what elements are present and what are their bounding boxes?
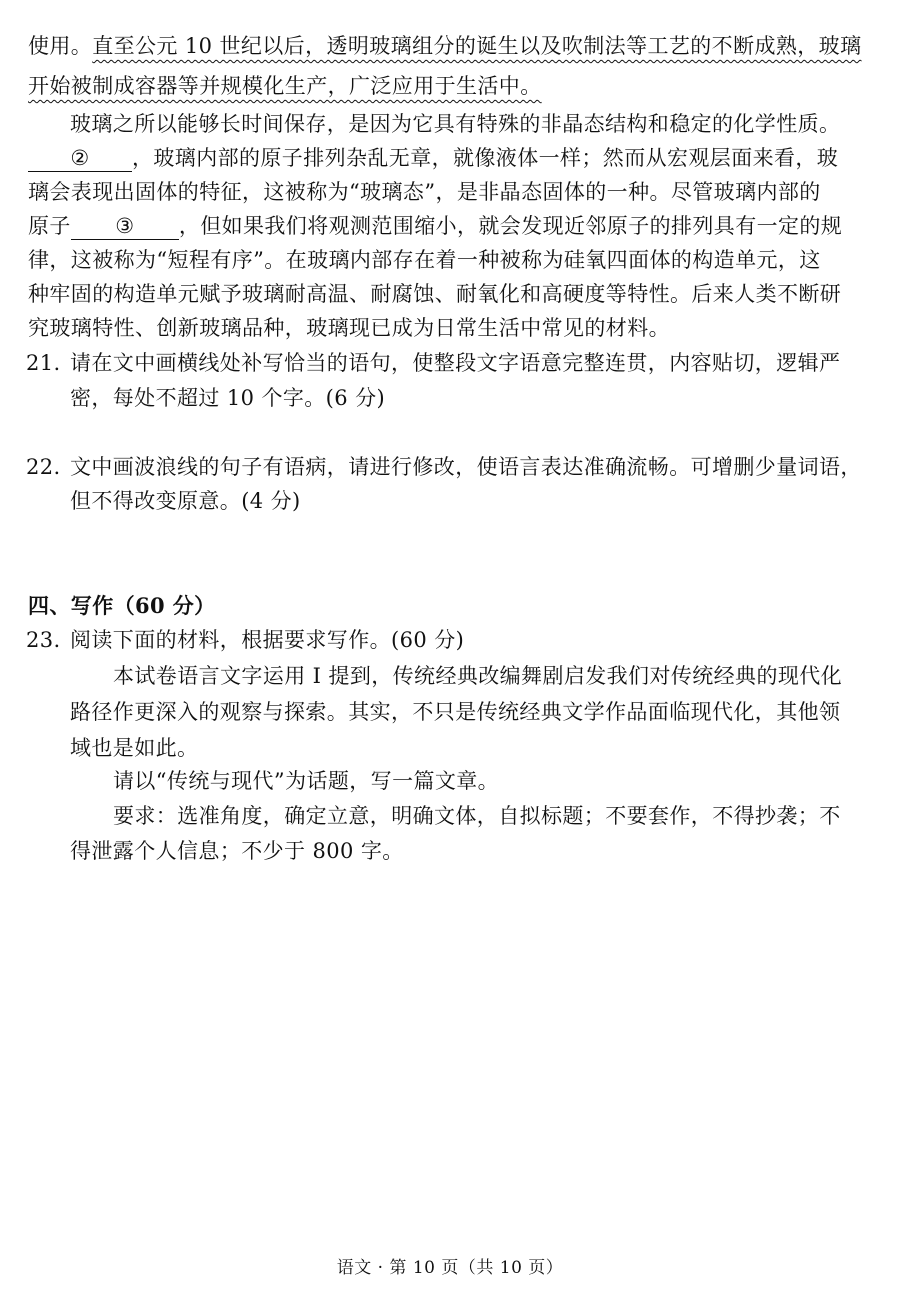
passage-text: ，但如果我们将观测范围缩小，就会发现近邻原子的排列具有一定的规 (178, 214, 843, 238)
question-number: 22. (26, 455, 61, 479)
passage-line-9 (28, 311, 670, 345)
question-number: 23. (26, 628, 61, 652)
passage-line-6 (28, 209, 842, 243)
question-text: 阅读下面的材料，根据要求写作。(60 分) (70, 628, 465, 652)
question-21 (26, 346, 840, 380)
question-text: 文中画波浪线的句子有语病，请进行修改，使语言表达准确流畅。可增删少量词语， (70, 455, 862, 479)
wavy-underlined-sentence: 直至公元 10 世纪以后，透明玻璃组分的诞生以及吹制法等工艺的不断成熟，玻璃 (92, 34, 862, 58)
passage-line-4 (28, 141, 838, 175)
passage-text: 种牢固的构造单元赋予玻璃耐高温、耐腐蚀、耐氧化和高硬度等特性。后来人类不断研 (28, 282, 842, 306)
passage-text: 原子 (28, 214, 71, 238)
passage-line-5 (28, 175, 821, 209)
requirements-text: 要求：选准角度，确定立意，明确文体，自拟标题；不要套作，不得抄袭；不 (113, 804, 841, 828)
question-21-cont (70, 381, 385, 415)
material-text: 域也是如此。 (70, 736, 199, 760)
passage-text: 璃会表现出固体的特征，这被称为“玻璃态”，是非晶态固体的一种。尽管玻璃内部的 (28, 180, 821, 204)
passage-text: 玻璃之所以能够长时间保存，是因为它具有特殊的非晶态结构和稳定的化学性质。 (70, 112, 841, 136)
prompt-line (113, 764, 499, 798)
passage-line-8 (28, 277, 841, 311)
passage-line-1 (28, 29, 861, 63)
answer-blank-2: ② (28, 145, 132, 172)
material-line-2 (70, 695, 840, 729)
question-23 (26, 623, 464, 657)
question-text: 请在文中画横线处补写恰当的语句，使整段文字语意完整连贯，内容贴切，逻辑严 (70, 351, 841, 375)
passage-text: 律，这被称为“短程有序”。在玻璃内部存在着一种被称为硅氧四面体的构造单元，这 (28, 248, 821, 272)
wavy-underlined-sentence-cont: 开始被制成容器等并规模化生产，广泛应用于生活中。 (28, 74, 542, 98)
question-number: 21. (26, 351, 61, 375)
question-22 (26, 450, 862, 484)
question-22-cont (70, 484, 301, 518)
requirements-text: 得泄露个人信息；不少于 800 字。 (70, 839, 404, 863)
passage-text: 使用。 (28, 34, 93, 58)
question-text: 但不得改变原意。(4 分) (70, 489, 301, 513)
prompt-text: 请以“传统与现代”为话题，写一篇文章。 (113, 769, 500, 793)
passage-line-7 (28, 243, 821, 277)
passage-line-2 (28, 69, 542, 103)
page-footer (0, 1256, 900, 1280)
answer-blank-3: ③ (71, 213, 179, 240)
material-line-3 (70, 731, 198, 765)
material-text: 本试卷语言文字运用 I 提到，传统经典改编舞剧启发我们对传统经典的现代化 (113, 664, 843, 688)
section-heading-text: 四、写作（60 分） (28, 593, 216, 618)
passage-line-3 (70, 107, 840, 141)
passage-text: 究玻璃特性、创新玻璃品种，玻璃现已成为日常生活中常见的材料。 (28, 316, 670, 340)
requirements-line-1 (113, 799, 841, 833)
requirements-line-2 (70, 834, 404, 868)
question-text: 密，每处不超过 10 个字。(6 分) (70, 386, 386, 410)
material-line-1 (113, 659, 842, 693)
page-number: 语文 · 第 10 页（共 10 页） (336, 1258, 564, 1278)
material-text: 路径作更深入的观察与探索。其实，不只是传统经典文学作品面临现代化，其他领 (70, 700, 841, 724)
passage-text: ，玻璃内部的原子排列杂乱无章，就像液体一样；然而从宏观层面来看，玻 (132, 146, 839, 170)
section-heading-writing (28, 589, 216, 623)
